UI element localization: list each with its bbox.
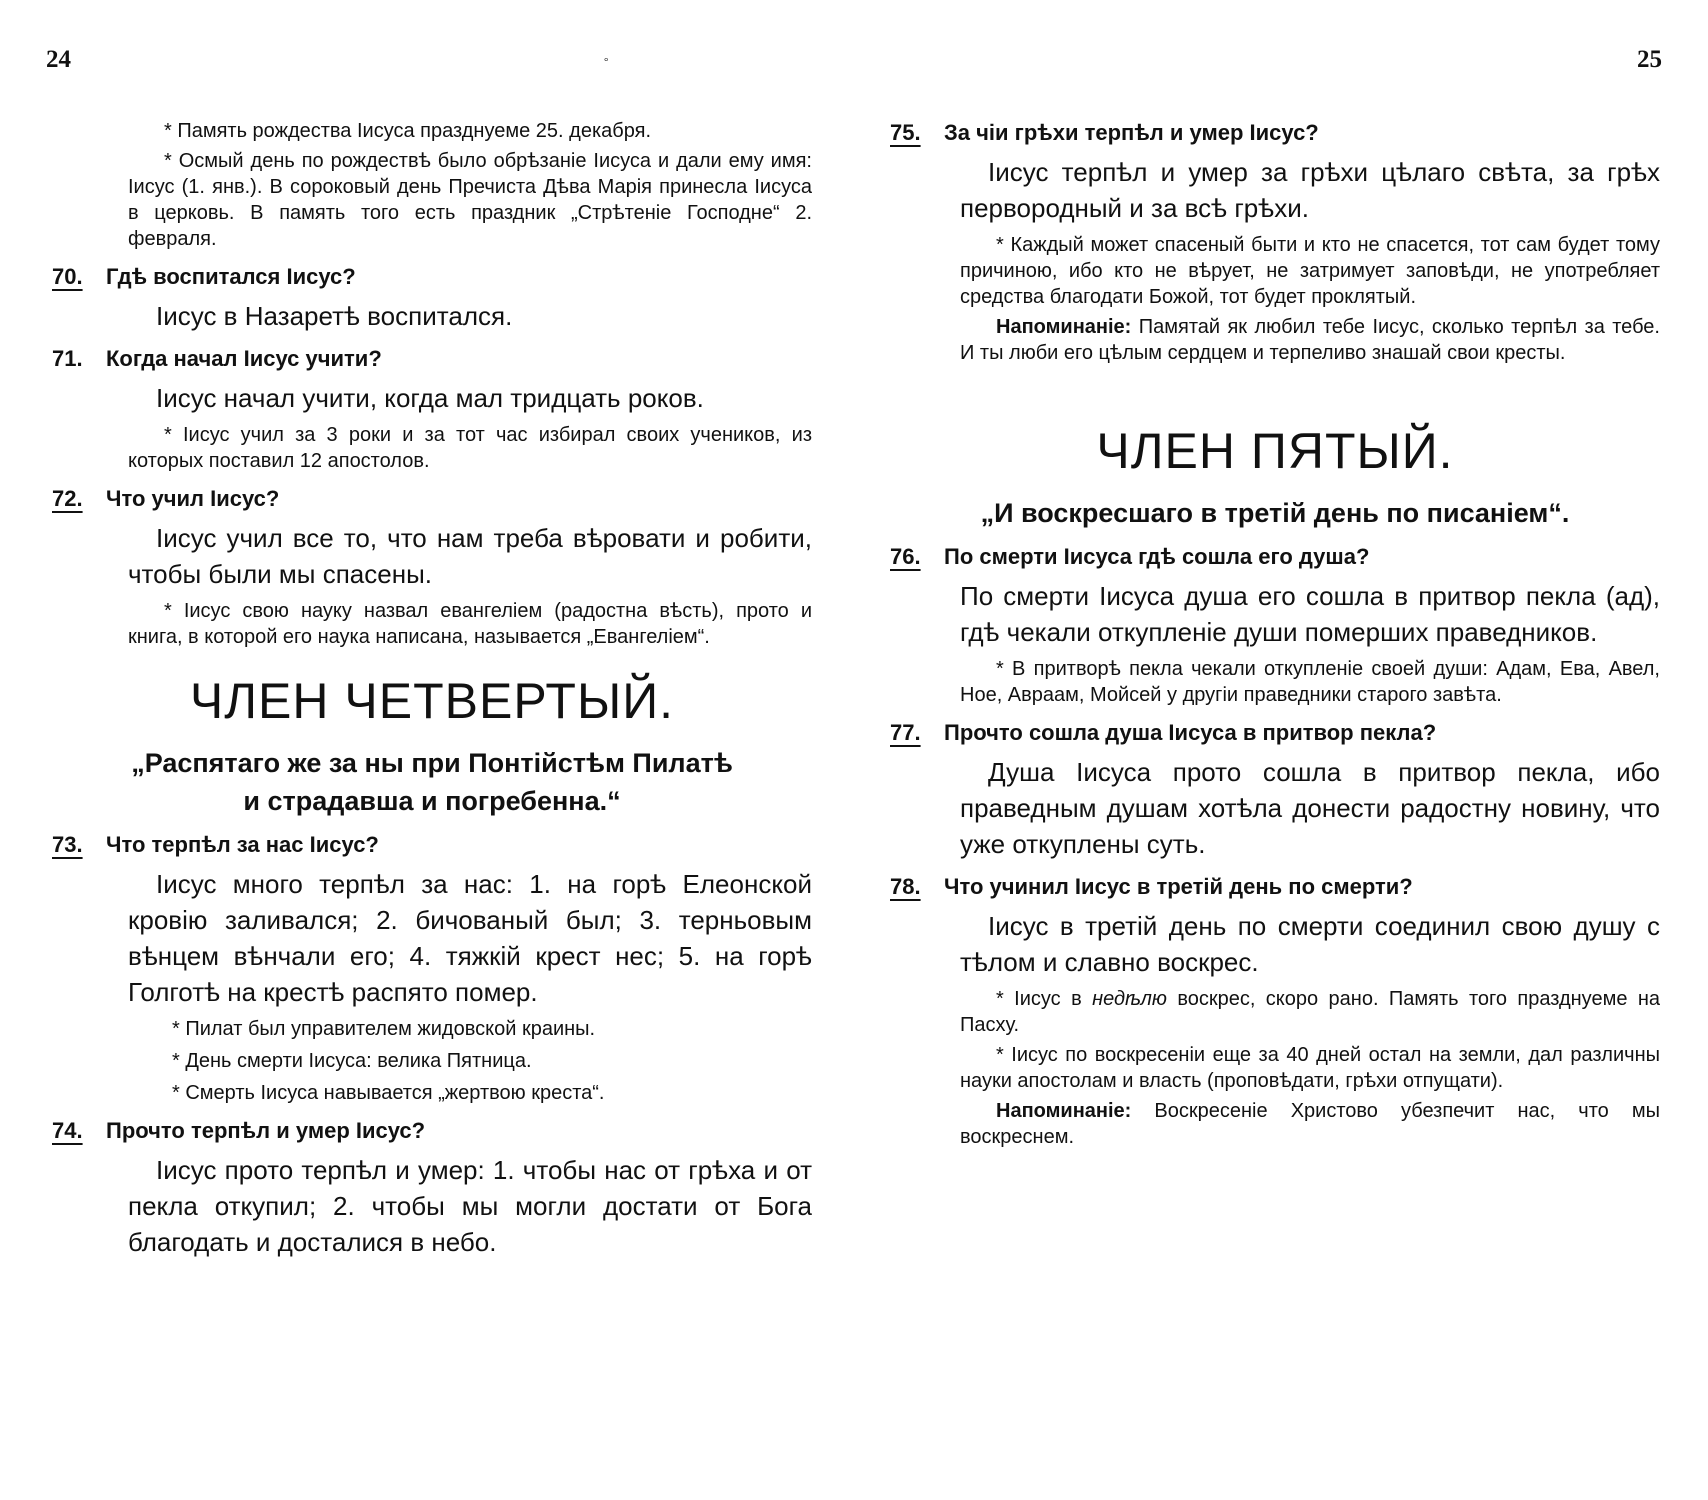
question-71 — [52, 344, 812, 374]
answer-76: По смерти Іисуса душа его сошла в притвор пекла (ад), гдѣ чекали откупленіе души померших праведников. — [960, 581, 1660, 647]
answer-78: Іисус в третій день по смерти соединил свою душу с тѣлом и славно воскрес. — [960, 911, 1660, 977]
note-73-sacrifice: * Смерть Іисуса навывается „жертвою креста“. — [172, 1082, 605, 1104]
printer-dot: ° — [604, 56, 609, 68]
question-77 — [890, 718, 1660, 748]
answer-70: Іисус в Назаретѣ воспитался. — [156, 301, 513, 331]
question-72 — [52, 484, 812, 514]
question-75 — [890, 118, 1660, 148]
question-70 — [52, 262, 812, 292]
section-title-fifth: ЧЛЕН ПЯТЫЙ. — [1096, 423, 1454, 479]
question-text: По смерти Іисуса гдѣ сошла его душа? — [944, 544, 1370, 569]
question-74 — [52, 1116, 812, 1146]
note-73-pilate: * Пилат был управителем жидовской краины. — [172, 1018, 596, 1040]
question-73 — [52, 830, 812, 860]
question-text: Прочто сошла душа Іисуса в притвор пекла? — [944, 720, 1437, 745]
question-text: За чіи грѣхи терпѣл и умер Іисус? — [944, 120, 1319, 145]
question-number: 77. — [890, 720, 921, 745]
section-title-fourth: ЧЛЕН ЧЕТВЕРТЫЙ. — [189, 673, 675, 729]
page-number-left: 24 — [46, 46, 71, 73]
answer-75: Іисус терпѣл и умер за грѣхи цѣлаго свѣта, за грѣх первородный и за всѣ грѣхи. — [960, 157, 1660, 223]
question-text: Гдѣ воспитался Іисус? — [106, 264, 356, 289]
answer-71: Іисус начал учити, когда мал тридцать роков. — [156, 383, 704, 413]
notes-73 — [52, 1016, 812, 1106]
question-number: 73. — [52, 832, 83, 857]
note-nativity: * Память рождества Іисуса празднуеме 25. декабря. — [164, 120, 652, 142]
section-subtitle-fifth: „И воскресшаго в третій день по писаніем“. — [980, 498, 1570, 528]
right-page — [854, 0, 1708, 1500]
question-text: Что терпѣл за нас Іисус? — [106, 832, 379, 857]
question-number: 74. — [52, 1118, 83, 1143]
note-circumcision: * Осмый день по рождествѣ было обрѣзаніе Іисуса и дали ему имя: Іисус (1. янв.). В сороковый день Пречиста Дѣва Марія принесла Іисуса в церковь. В память того есть праздник „Стрѣтеніе Господне“ 2. февраля. — [128, 150, 812, 250]
reminder-78: Напоминаніе: Воскресеніе Христово убезпечит нас, что мы воскреснем. — [960, 1100, 1661, 1148]
section-subtitle-fourth: „Распятаго же за ны при Понтійстѣм Пилатѣ и страдавша и погребенна.“ — [131, 748, 733, 816]
question-text: Прочто терпѣл и умер Іисус? — [106, 1118, 426, 1143]
note-78-easter: * Іисус в недѣлю воскрес, скоро рано. Память того празднуеме на Пасху. — [960, 988, 1661, 1036]
page-number-right: 25 — [1637, 46, 1662, 73]
question-text: Что учил Іисус? — [106, 486, 280, 511]
reminder-75: Напоминаніе: Памятай як любил тебе Іисус, сколько терпѣл за тебе. И ты люби его цѣлым сердцем и терпеливо знашай свои кресты. — [960, 316, 1660, 364]
question-text: Что учинил Іисус в третій день по смерти? — [944, 874, 1413, 899]
question-number: 70. — [52, 264, 83, 289]
question-number: 78. — [890, 874, 921, 899]
note-73-friday: * День смерти Іисуса: велика Пятница. — [172, 1050, 532, 1072]
question-number: 71. — [52, 346, 83, 371]
right-content — [890, 118, 1660, 1154]
question-78 — [890, 872, 1660, 902]
note-71: * Іисус учил за 3 роки и за тот час избирал своих учеников, из которых поставил 12 апостолов. — [128, 424, 812, 472]
answer-74: Іисус прото терпѣл и умер: 1. чтобы нас от грѣха и от пекла откупил; 2. чтобы мы могли достати от Бога благодать и досталися в небо. — [128, 1155, 812, 1257]
question-76 — [890, 542, 1660, 572]
note-76: * В притворѣ пекла чекали откупленіе своей души: Адам, Ева, Авел, Ное, Авраам, Мойсей у другіи праведники старого завѣта. — [960, 658, 1660, 706]
question-text: Когда начал Іисус учити? — [106, 346, 382, 371]
question-number: 72. — [52, 486, 83, 511]
question-number: 76. — [890, 544, 921, 569]
note-72: * Іисус свою науку назвал евангеліем (радостна вѣсть), прото и книга, в которой его наука написана, называется „Евангеліем“. — [128, 600, 812, 648]
answer-72: Іисус учил все то, что нам треба вѣровати и робити, чтобы были мы спасены. — [128, 523, 812, 589]
answer-73: Іисус много терпѣл за нас: 1. на горѣ Елеонской кровію заливался; 2. бичованый был; 3. терньовым вѣнцем вѣнчали его; 4. тяжкій крест нес; 5. на горѣ Голготѣ на крестѣ распято помер. — [128, 869, 812, 1007]
note-78-forty-days: * Іисус по воскресеніи еще за 40 дней остал на земли, дал различны науки апостолам и власть (проповѣдати, грѣхи отпущати). — [960, 1044, 1660, 1092]
answer-77: Душа Іисуса прото сошла в притвор пекла, ибо праведным душам хотѣла донести радостну новину, что уже откуплены суть. — [960, 757, 1660, 859]
question-number: 75. — [890, 120, 921, 145]
left-content — [52, 118, 812, 1266]
note-75: * Каждый может спасеный быти и кто не спасется, тот сам будет тому причиною, ибо кто не вѣрует, не затримует заповѣди, не употребляет средства благодати Божой, тот будет проклятый. — [960, 234, 1660, 308]
